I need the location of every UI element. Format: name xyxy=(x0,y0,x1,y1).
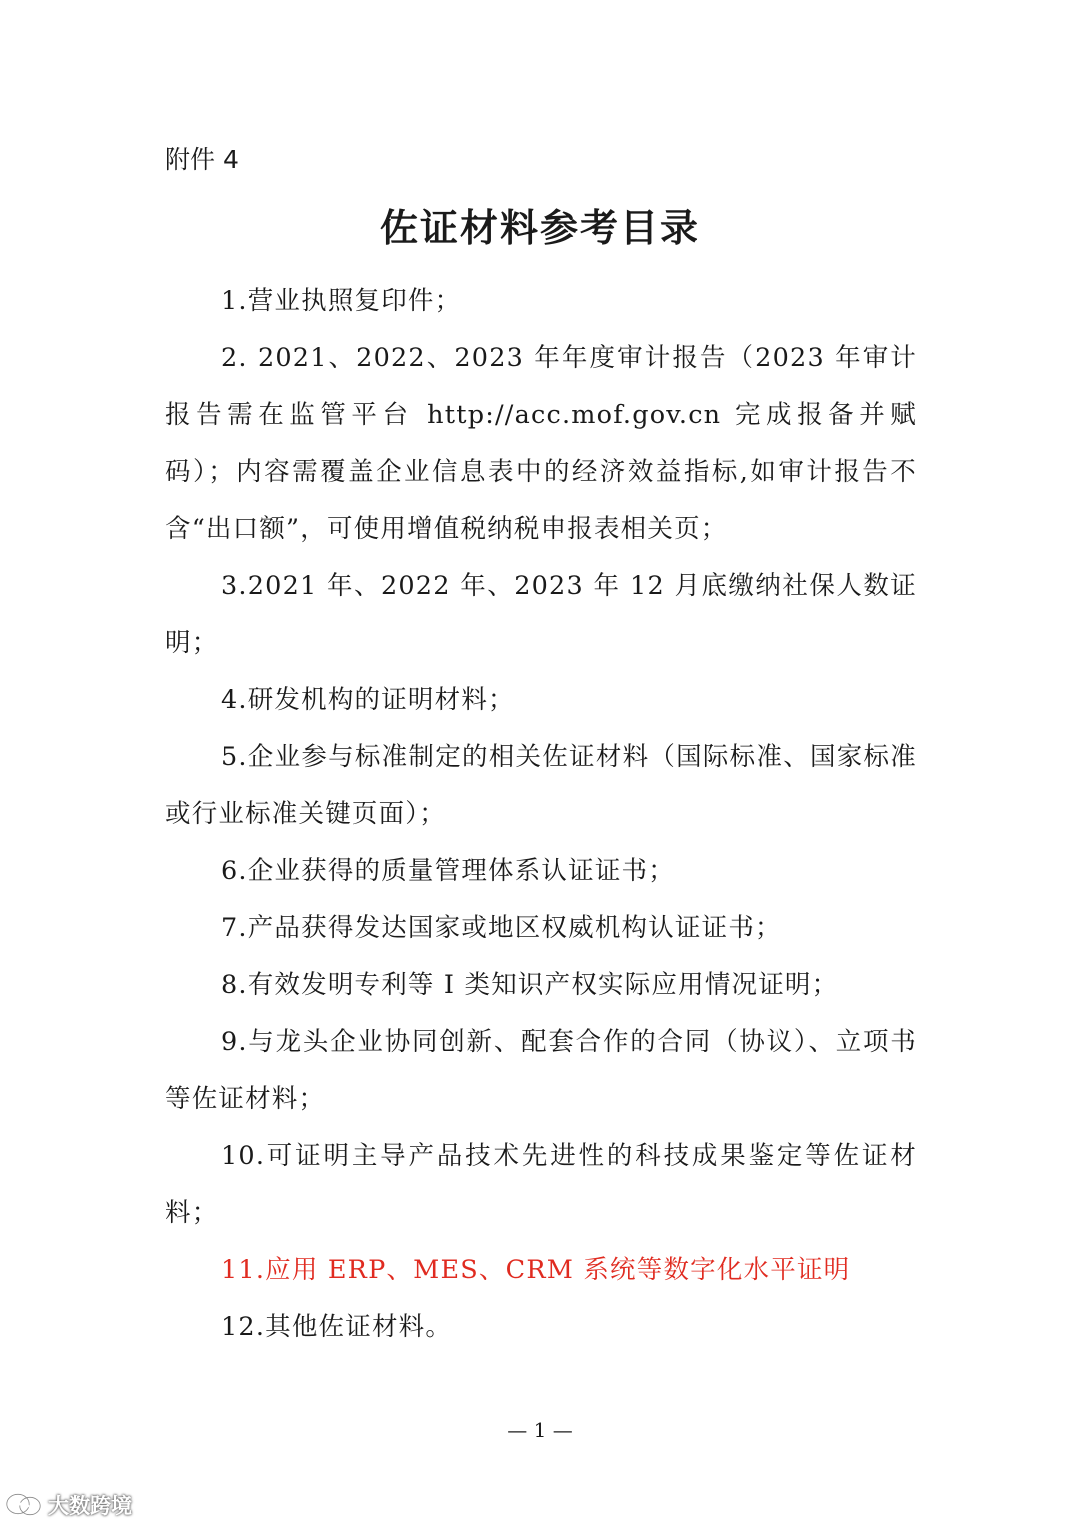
attachment-label: 附件 4 xyxy=(165,145,239,174)
list-item-7: 7.产品获得发达国家或地区权威机构认证证书； xyxy=(221,913,782,943)
material-list xyxy=(165,273,917,1356)
list-item-4: 4.研发机构的证明材料； xyxy=(221,685,515,715)
document-title: 佐证材料参考目录 xyxy=(379,206,700,250)
watermark xyxy=(6,1490,132,1520)
list-item-9: 9.与龙头企业协同创新、配套合作的合同（协议）、立项书等佐证材料； xyxy=(165,1027,917,1114)
list-item-5: 5.企业参与标准制定的相关佐证材料（国际标准、国家标准或行业标准关键页面）； xyxy=(165,742,917,829)
list-item-8: 8.有效发明专利等 I 类知识产权实际应用情况证明； xyxy=(221,970,839,1000)
list-item-12: 12.其他佐证材料。 xyxy=(221,1312,453,1342)
watermark-text: 大数跨境 xyxy=(48,1494,132,1518)
list-item-6: 6.企业获得的质量管理体系认证证书； xyxy=(221,856,675,886)
list-item-10: 10.可证明主导产品技术先进性的科技成果鉴定等佐证材料； xyxy=(165,1141,917,1228)
list-item-1: 1.营业执照复印件； xyxy=(221,286,462,316)
chat-bubbles-icon xyxy=(6,1492,42,1518)
page-number: — 1 — xyxy=(507,1418,573,1442)
list-item-11-highlighted: 11.应用 ERP、MES、CRM 系统等数字化水平证明 xyxy=(221,1255,851,1285)
list-item-3: 3.2021 年、2022 年、2023 年 12 月底缴纳社保人数证明； xyxy=(165,571,917,658)
list-item-2: 2. 2021、2022、2023 年年度审计报告（2023 年审计报告需在监管平台 http://acc.mof.gov.cn 完成报备并赋码）；内容需覆盖企业信息表中的经济效益指标,如审计报告不含“出口额”，可使用增值税纳税申报表相关页； xyxy=(165,343,917,544)
